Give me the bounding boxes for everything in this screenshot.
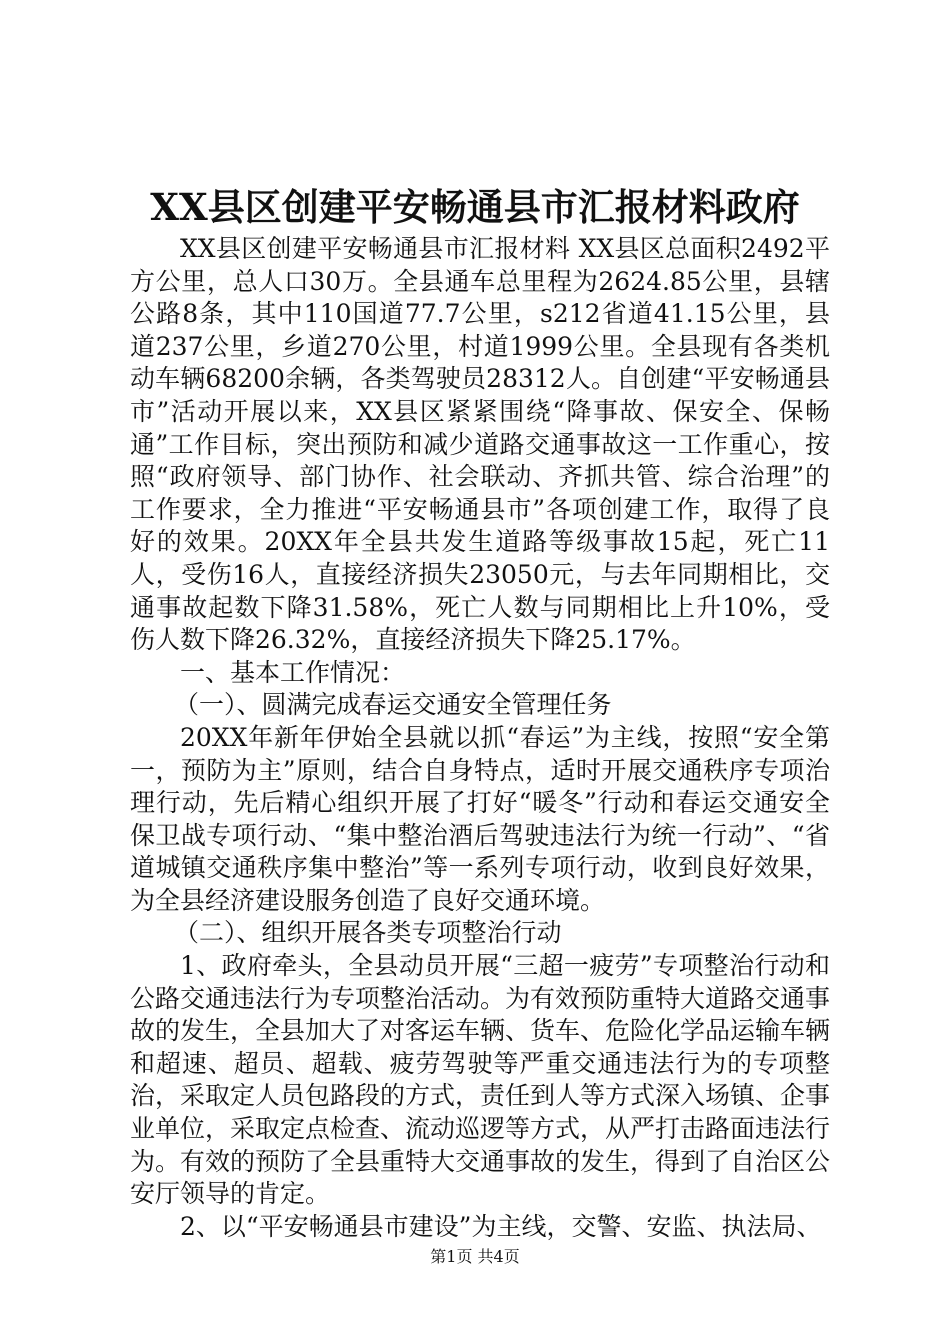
subsection-heading-spring-transport: （一）、圆满完成春运交通安全管理任务 xyxy=(174,690,612,720)
paragraph-intro: XX县区创建平安畅通县市汇报材料 XX县区总面积2492平方公里，总人口30万。全县通车总里程为2624.85公里，县辖公路8条，其中110国道77.7公里，s212省道41.15公里，县道237公里，乡道270公里，村道1999公里。全县现有各类机动车辆68200余辆，各类驾驶员28312人。自创建“平安畅通县市”活动开展以来，XX县区紧紧围绕“降事故、保安全、保畅通”工作目标，突出预防和减少道路交通事故这一工作重心，按照“政府领导、部门协作、社会联动、齐抓共管、综合治理”的工作要求，全力推进“平安畅通县市”各项创建工作，取得了良好的效果。20XX年全县共发生道路等级事故15起，死亡11人，受伤16人，直接经济损失23050元，与去年同期相比，交通事故起数下降31.58%，死亡人数与同期相比上升10%，受伤人数下降26.32%，直接经济损失下降25.17%。 xyxy=(130,234,830,655)
subsection-heading-special-rectification: （二）、组织开展各类专项整治行动 xyxy=(174,918,562,948)
document-body xyxy=(130,233,830,1243)
section-heading-basic-work: 一、基本工作情况： xyxy=(180,657,406,687)
page-footer: 第1页 共4页 xyxy=(430,1247,520,1266)
paragraph-spring-transport: 20XX年新年伊始全县就以抓“春运”为主线，按照“安全第一，预防为主”原则，结合自身特点，适时开展交通秩序专项治理行动，先后精心组织开展了打好“暖冬”行动和春运交通安全保卫战专项行动、“集中整治酒后驾驶违法行为统一行动”、“省道城镇交通秩序集中整治”等一系列专项行动，收到良好效果，为全县经济建设服务创造了良好交通环境。 xyxy=(130,722,830,915)
document-title: XX县区创建平安畅通县市汇报材料政府 xyxy=(150,185,800,229)
paragraph-item-1: 1、政府牵头，全县动员开展“三超一疲劳”专项整治行动和公路交通违法行为专项整治活动。为有效预防重特大道路交通事故的发生，全县加大了对客运车辆、货车、危险化学品运输车辆和超速、超员、超载、疲劳驾驶等严重交通违法行为的专项整治，采取定人员包路段的方式，责任到人等方式深入场镇、企事业单位，采取定点检查、流动巡逻等方式，从严打击路面违法行为。有效的预防了全县重特大交通事故的发生，得到了自治区公安厅领导的肯定。 xyxy=(130,951,831,1209)
paragraph-item-2: 2、以“平安畅通县市建设”为主线，交警、安监、执法局、 xyxy=(180,1211,822,1241)
